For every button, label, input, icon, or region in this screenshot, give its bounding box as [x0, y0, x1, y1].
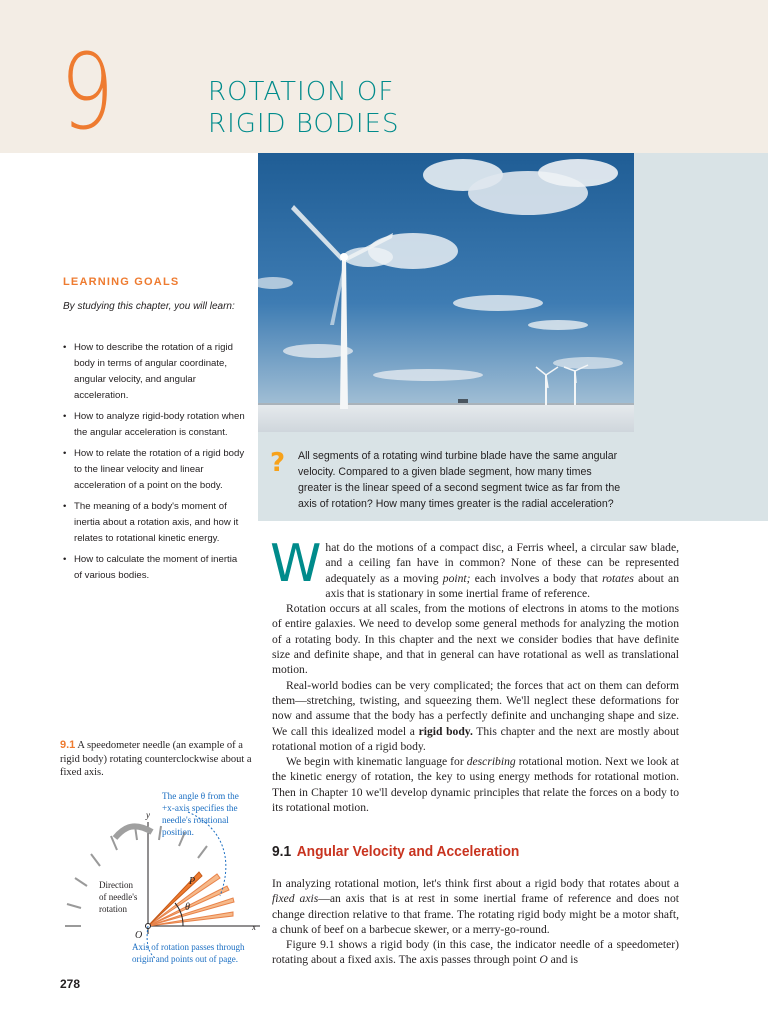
section-text — [272, 876, 679, 968]
text-run: O — [539, 953, 548, 967]
section-heading — [272, 843, 519, 860]
learning-goal-item: • How to relate the rotation of a rigid body to the linear velocity and linear acceleration of a point on the body. — [63, 446, 245, 494]
intro-paragraph-4 — [272, 754, 679, 815]
learning-goal-item: • How to calculate the moment of inertia of various bodies. — [63, 552, 245, 584]
chapter-title-line1: ROTATION OF — [208, 77, 395, 107]
text-run: describing — [466, 755, 516, 769]
learning-goals-intro: By studying this chapter, you will learn: — [63, 301, 235, 312]
learning-goals-heading: LEARNING GOALS — [63, 276, 180, 288]
angle-note-line1: The angle θ from the — [162, 791, 239, 801]
photo-question-text: All segments of a rotating wind turbine blade have the same angular velocity. Compared to a given blade segment, how many times greater is the linear speed of a second segment twice as far from the axis of rotation? How many times greater is the radial acceleration? — [298, 450, 621, 510]
learning-goal-item: • How to describe the rotation of a rigid body in terms of angular coordinate, angular velocity, and angular acceleration. — [63, 340, 245, 404]
direction-note-line1: Direction — [99, 880, 133, 890]
theta-label: θ — [185, 902, 190, 913]
text-run: We begin with kinematic language for — [286, 755, 467, 769]
learning-goals-list — [63, 340, 245, 589]
text-run: Figure 9.1 shows a rigid body (in this case, the indicator needle of a speedometer) rotating about a fixed axis. The axis passes through point — [272, 938, 679, 967]
figure-number: 9.1 — [60, 739, 76, 751]
angle-note-line2: +x-axis specifies the — [162, 803, 238, 813]
y-axis-label: y — [146, 810, 150, 820]
section-paragraph-1 — [272, 876, 679, 937]
learning-goal-item: • The meaning of a body's moment of inertia about a rotation axis, and how it relates to rotational kinetic energy. — [63, 499, 245, 547]
text-run: about an axis that is stationary in some inertial frame of reference. — [325, 571, 679, 600]
axis-note-line1: Axis of rotation passes through — [132, 942, 245, 952]
direction-note-line2: of needle's — [99, 892, 138, 902]
text-run: rotational motion. Next we look at the kinetic energy of rotation, the key to using energy methods for rotational motion. Then in Chapter 10 we'll develop dynamic principles that relate the forces on a body to its rotational motion. — [272, 755, 679, 815]
chapter-title-line2: RIGID BODIES — [208, 109, 400, 139]
text-run: Real-world bodies can be very complicated; the forces that act on them can deform them—stretching, twisting, and squeezing them. We'll neglect these deformations for now and assume that the body has a perfectly definite and unchanging shape and size. We call this idealized model a — [272, 678, 679, 738]
section-number: 9.1 — [272, 843, 292, 860]
text-run: hat do the motions of a compact disc, a Ferris wheel, a circular saw blade, and a ceiling fan have in common? None of these can be represented adequately as a moving — [325, 541, 679, 585]
text-run: rotates — [602, 571, 634, 585]
intro-paragraph-2: Rotation occurs at all scales, from the motions of electrons in atoms to the motions of entire galaxies. We need to develop some general methods for analyzing the motion of a rotating body. In this chapter and the next we consider bodies that have definite size and definite shape, and that in general can have rotational as well as translational motion. — [272, 602, 679, 677]
text-run: In analyzing rotational motion, let's think first about a rigid body that rotates about a — [272, 877, 679, 890]
section-paragraph-2 — [272, 937, 679, 968]
text-run: each involves a body that — [470, 571, 603, 585]
intro-paragraph-3 — [272, 678, 679, 754]
text-run: —an axis that is at rest in some inertial frame of reference and does not change direction relative to that frame. The rotating rigid body might be a motor shaft, a chunk of beef on a barbecue skewer, or a merry-go-round. — [272, 892, 679, 936]
intro-text — [270, 534, 679, 815]
text-run: fixed axis — [272, 892, 319, 906]
page-number: 278 — [60, 977, 81, 991]
chapter-number: 9 — [60, 31, 113, 153]
point-p-label: P — [189, 876, 196, 887]
question-mark-icon: ? — [270, 448, 286, 478]
text-run: point; — [442, 571, 471, 585]
figure-caption-text: A speedometer needle (an example of a rigid body) rotating counterclockwise about a fixed axis. — [60, 740, 252, 778]
text-run: rigid body. — [418, 724, 473, 738]
side-panel — [634, 153, 768, 521]
axis-note-line2: origin and points out of page. — [132, 954, 238, 964]
drop-cap: W — [270, 534, 322, 594]
intro-paragraph-1 — [270, 534, 679, 601]
chapter-title — [208, 76, 400, 140]
angle-note-line3: needle's rotational — [162, 815, 229, 825]
learning-goal-item: • How to analyze rigid-body rotation when the angular acceleration is constant. — [63, 409, 245, 441]
speedometer-figure — [55, 786, 265, 966]
x-axis-label: x — [252, 922, 256, 932]
text-run: This chapter and the next are mostly about rotational motion of a rigid body. — [272, 724, 679, 753]
direction-note-line3: rotation — [99, 904, 127, 914]
text-run: and is — [547, 953, 579, 967]
section-title: Angular Velocity and Acceleration — [296, 843, 520, 860]
angle-note-line4: position. — [162, 827, 194, 837]
figure-caption — [60, 739, 255, 780]
origin-label: O — [135, 930, 143, 941]
wind-turbine-photo — [258, 153, 634, 432]
